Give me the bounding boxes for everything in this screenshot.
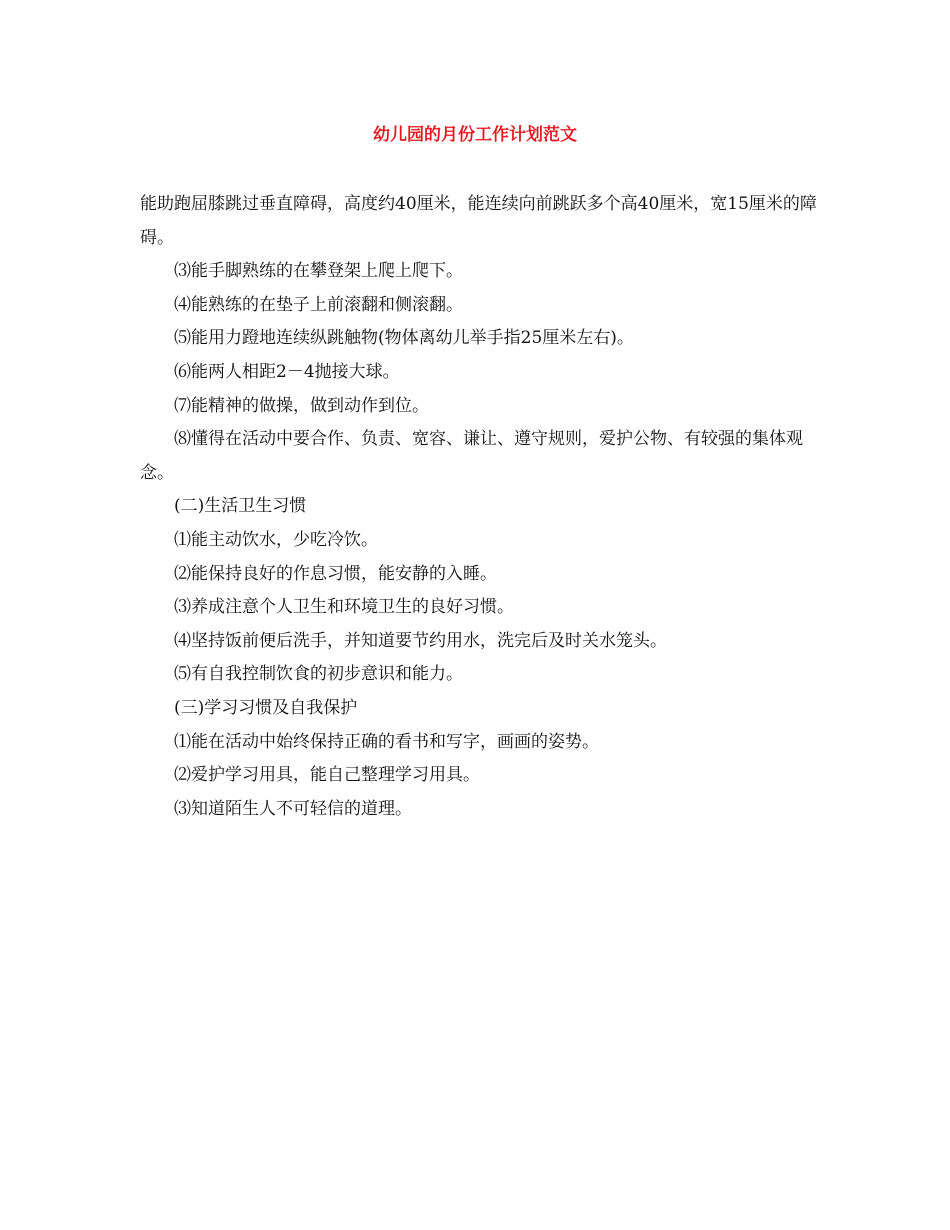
- section-heading: (二)生活卫生习惯: [174, 496, 307, 517]
- paragraph: ⑴能在活动中始终保持正确的看书和写字，画画的姿势。: [174, 731, 599, 752]
- paragraph: ⑻懂得在活动中要合作、负责、宽容、谦让、遵守规则，爱护公物、有较强的集体观念。: [140, 429, 803, 483]
- paragraph: ⑷坚持饭前便后洗手，并知道要节约用水，洗完后及时关水笼头。: [174, 630, 667, 651]
- document-title: 幼儿园的月份工作计划范文: [373, 125, 577, 145]
- paragraph: ⑵爱护学习用具，能自己整理学习用具。: [174, 765, 480, 786]
- paragraph: ⑶养成注意个人卫生和环境卫生的良好习惯。: [174, 597, 514, 618]
- paragraph: ⑶知道陌生人不可轻信的道理。: [174, 798, 412, 819]
- paragraph: ⑸能用力蹬地连续纵跳触物(物体离幼儿举手指25厘米左右)。: [174, 328, 634, 349]
- paragraph: ⑷能熟练的在垫子上前滚翻和侧滚翻。: [174, 294, 463, 315]
- paragraph: ⑵能保持良好的作息习惯，能安静的入睡。: [174, 563, 497, 584]
- paragraph: 能助跑屈膝跳过垂直障碍，高度约40厘米，能连续向前跳跃多个高40厘米，宽15厘米的障碍。: [140, 194, 817, 248]
- paragraph: ⑹能两人相距2－4抛接大球。: [174, 361, 400, 382]
- paragraph: ⑴能主动饮水，少吃冷饮。: [174, 529, 378, 550]
- section-heading: (三)学习习惯及自我保护: [174, 697, 358, 718]
- document-body: [140, 188, 820, 826]
- paragraph: ⑶能手脚熟练的在攀登架上爬上爬下。: [174, 261, 463, 282]
- paragraph: ⑸有自我控制饮食的初步意识和能力。: [174, 664, 463, 685]
- paragraph: ⑺能精神的做操，做到动作到位。: [174, 395, 429, 416]
